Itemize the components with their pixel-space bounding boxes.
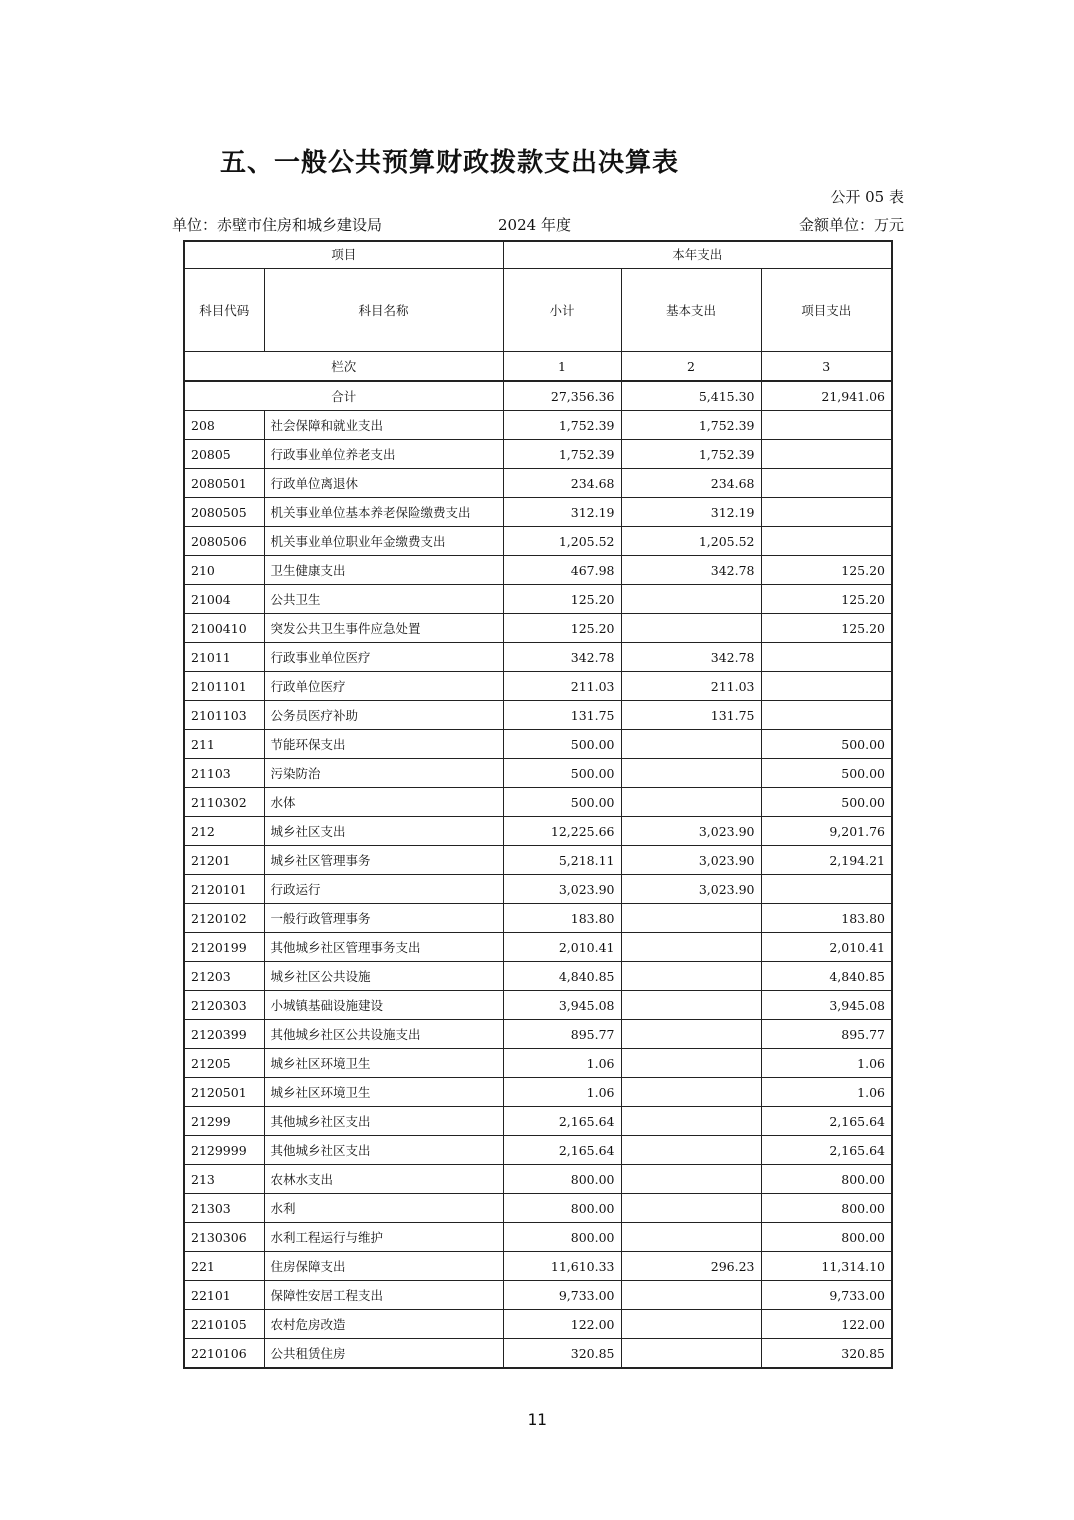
row-basic: 296.23 <box>621 1252 761 1281</box>
row-subtotal: 122.00 <box>503 1310 621 1339</box>
row-subtotal: 2,165.64 <box>503 1136 621 1165</box>
table-row <box>184 817 892 846</box>
total-basic: 5,415.30 <box>621 381 761 411</box>
row-program <box>761 469 892 498</box>
row-subtotal: 234.68 <box>503 469 621 498</box>
row-program: 2,010.41 <box>761 933 892 962</box>
row-program: 1.06 <box>761 1049 892 1078</box>
row-program: 895.77 <box>761 1020 892 1049</box>
row-program <box>761 643 892 672</box>
row-code: 21303 <box>184 1194 264 1223</box>
table-row <box>184 440 892 469</box>
row-subtotal: 4,840.85 <box>503 962 621 991</box>
row-code: 2129999 <box>184 1136 264 1165</box>
row-code: 21011 <box>184 643 264 672</box>
row-name: 公共租赁住房 <box>264 1339 503 1369</box>
row-subtotal: 800.00 <box>503 1194 621 1223</box>
row-name: 行政事业单位医疗 <box>264 643 503 672</box>
row-program: 800.00 <box>761 1194 892 1223</box>
row-name: 农村危房改造 <box>264 1310 503 1339</box>
row-basic <box>621 1310 761 1339</box>
header-current-year: 本年支出 <box>503 241 892 269</box>
row-name: 社会保障和就业支出 <box>264 411 503 440</box>
row-subtotal: 800.00 <box>503 1165 621 1194</box>
row-code: 22101 <box>184 1281 264 1310</box>
row-subtotal: 5,218.11 <box>503 846 621 875</box>
row-subtotal: 1,205.52 <box>503 527 621 556</box>
row-program <box>761 411 892 440</box>
row-subtotal: 211.03 <box>503 672 621 701</box>
row-name: 住房保障支出 <box>264 1252 503 1281</box>
header-row-2 <box>184 269 892 352</box>
row-name: 其他城乡社区支出 <box>264 1107 503 1136</box>
table-row <box>184 1107 892 1136</box>
row-program <box>761 527 892 556</box>
row-name: 其他城乡社区管理事务支出 <box>264 933 503 962</box>
table-row <box>184 1339 892 1369</box>
row-program: 800.00 <box>761 1223 892 1252</box>
row-name: 其他城乡社区公共设施支出 <box>264 1020 503 1049</box>
row-basic <box>621 1107 761 1136</box>
row-name: 其他城乡社区支出 <box>264 1136 503 1165</box>
row-code: 213 <box>184 1165 264 1194</box>
row-name: 保障性安居工程支出 <box>264 1281 503 1310</box>
reporting-unit: 单位：赤壁市住房和城乡建设局 <box>172 216 383 234</box>
row-name: 污染防治 <box>264 759 503 788</box>
row-subtotal: 131.75 <box>503 701 621 730</box>
row-basic: 131.75 <box>621 701 761 730</box>
row-basic <box>621 759 761 788</box>
row-basic <box>621 1339 761 1369</box>
row-code: 2100410 <box>184 614 264 643</box>
table-row <box>184 411 892 440</box>
row-name: 城乡社区环境卫生 <box>264 1049 503 1078</box>
row-basic <box>621 1078 761 1107</box>
row-name: 小城镇基础设施建设 <box>264 991 503 1020</box>
table-row <box>184 1252 892 1281</box>
table-row <box>184 1078 892 1107</box>
row-subtotal: 342.78 <box>503 643 621 672</box>
row-subtotal: 312.19 <box>503 498 621 527</box>
row-subtotal: 1.06 <box>503 1049 621 1078</box>
header-project: 项目 <box>184 241 503 269</box>
row-program: 2,194.21 <box>761 846 892 875</box>
row-name: 机关事业单位职业年金缴费支出 <box>264 527 503 556</box>
row-program <box>761 440 892 469</box>
document-title: 五、一般公共预算财政拨款支出决算表 <box>220 148 680 178</box>
row-program: 183.80 <box>761 904 892 933</box>
row-code: 2120101 <box>184 875 264 904</box>
row-code: 2101101 <box>184 672 264 701</box>
table-row <box>184 730 892 759</box>
row-subtotal: 12,225.66 <box>503 817 621 846</box>
row-name: 水利 <box>264 1194 503 1223</box>
row-basic <box>621 1165 761 1194</box>
total-program: 21,941.06 <box>761 381 892 411</box>
row-basic: 211.03 <box>621 672 761 701</box>
table-row <box>184 962 892 991</box>
row-name: 城乡社区管理事务 <box>264 846 503 875</box>
row-program: 500.00 <box>761 759 892 788</box>
row-name: 卫生健康支出 <box>264 556 503 585</box>
table-row <box>184 1049 892 1078</box>
row-subtotal: 125.20 <box>503 614 621 643</box>
row-basic <box>621 730 761 759</box>
row-basic: 1,205.52 <box>621 527 761 556</box>
row-subtotal: 2,165.64 <box>503 1107 621 1136</box>
table-row <box>184 1194 892 1223</box>
row-basic <box>621 585 761 614</box>
document-meta <box>172 214 904 236</box>
row-subtotal: 1.06 <box>503 1078 621 1107</box>
row-basic: 342.78 <box>621 556 761 585</box>
row-code: 2120399 <box>184 1020 264 1049</box>
table-row <box>184 556 892 585</box>
row-subtotal: 3,023.90 <box>503 875 621 904</box>
row-basic <box>621 1049 761 1078</box>
row-program: 125.20 <box>761 585 892 614</box>
row-program: 320.85 <box>761 1339 892 1369</box>
row-subtotal: 1,752.39 <box>503 411 621 440</box>
page-number: 11 <box>527 1410 547 1429</box>
row-name: 行政事业单位养老支出 <box>264 440 503 469</box>
row-subtotal: 500.00 <box>503 730 621 759</box>
header-subtotal: 小计 <box>503 269 621 352</box>
row-basic <box>621 933 761 962</box>
row-name: 公共卫生 <box>264 585 503 614</box>
row-program: 122.00 <box>761 1310 892 1339</box>
row-program <box>761 701 892 730</box>
row-code: 2120303 <box>184 991 264 1020</box>
table-row <box>184 1020 892 1049</box>
table-row <box>184 1165 892 1194</box>
row-basic <box>621 991 761 1020</box>
row-code: 21103 <box>184 759 264 788</box>
row-basic <box>621 1020 761 1049</box>
expenditure-table <box>183 240 893 1369</box>
row-basic: 1,752.39 <box>621 411 761 440</box>
header-name: 科目名称 <box>264 269 503 352</box>
row-subtotal: 1,752.39 <box>503 440 621 469</box>
row-name: 农林水支出 <box>264 1165 503 1194</box>
row-code: 2120102 <box>184 904 264 933</box>
table-row <box>184 846 892 875</box>
row-code: 2120501 <box>184 1078 264 1107</box>
row-basic <box>621 904 761 933</box>
form-number: 公开 05 表 <box>830 188 904 206</box>
row-subtotal: 467.98 <box>503 556 621 585</box>
table-row <box>184 614 892 643</box>
row-subtotal: 320.85 <box>503 1339 621 1369</box>
row-program: 11,314.10 <box>761 1252 892 1281</box>
row-basic: 1,752.39 <box>621 440 761 469</box>
row-name: 行政单位医疗 <box>264 672 503 701</box>
row-program: 800.00 <box>761 1165 892 1194</box>
header-column-seq: 栏次 <box>184 352 503 382</box>
row-basic <box>621 1281 761 1310</box>
row-code: 21299 <box>184 1107 264 1136</box>
row-code: 208 <box>184 411 264 440</box>
total-row <box>184 381 892 411</box>
row-code: 2080501 <box>184 469 264 498</box>
row-code: 2101103 <box>184 701 264 730</box>
row-basic: 312.19 <box>621 498 761 527</box>
table-row <box>184 585 892 614</box>
row-name: 城乡社区公共设施 <box>264 962 503 991</box>
row-name: 突发公共卫生事件应急处置 <box>264 614 503 643</box>
fiscal-year: 2024 年度 <box>498 216 571 234</box>
row-name: 一般行政管理事务 <box>264 904 503 933</box>
row-basic: 3,023.90 <box>621 846 761 875</box>
table-row <box>184 672 892 701</box>
header-row-1 <box>184 241 892 269</box>
row-basic: 342.78 <box>621 643 761 672</box>
table-row <box>184 991 892 1020</box>
table-row <box>184 643 892 672</box>
table-row <box>184 498 892 527</box>
row-program <box>761 875 892 904</box>
row-subtotal: 183.80 <box>503 904 621 933</box>
header-col-1: 1 <box>503 352 621 382</box>
table-row <box>184 759 892 788</box>
table-row <box>184 1310 892 1339</box>
header-row-seq <box>184 352 892 382</box>
money-unit: 金额单位：万元 <box>798 216 904 234</box>
row-program: 2,165.64 <box>761 1136 892 1165</box>
row-name: 行政单位离退休 <box>264 469 503 498</box>
row-code: 21203 <box>184 962 264 991</box>
row-code: 2120199 <box>184 933 264 962</box>
row-basic <box>621 1223 761 1252</box>
row-name: 公务员医疗补助 <box>264 701 503 730</box>
row-program: 9,733.00 <box>761 1281 892 1310</box>
table-row <box>184 469 892 498</box>
row-basic <box>621 614 761 643</box>
row-name: 行政运行 <box>264 875 503 904</box>
header-code: 科目代码 <box>184 269 264 352</box>
row-program: 3,945.08 <box>761 991 892 1020</box>
row-code: 211 <box>184 730 264 759</box>
row-basic <box>621 1194 761 1223</box>
row-subtotal: 125.20 <box>503 585 621 614</box>
table-row <box>184 933 892 962</box>
table-row <box>184 875 892 904</box>
table-row <box>184 904 892 933</box>
row-basic <box>621 1136 761 1165</box>
row-subtotal: 500.00 <box>503 788 621 817</box>
row-program: 4,840.85 <box>761 962 892 991</box>
row-code: 210 <box>184 556 264 585</box>
row-code: 2110302 <box>184 788 264 817</box>
row-code: 21205 <box>184 1049 264 1078</box>
row-code: 21201 <box>184 846 264 875</box>
row-code: 221 <box>184 1252 264 1281</box>
row-program <box>761 498 892 527</box>
header-col-2: 2 <box>621 352 761 382</box>
row-subtotal: 800.00 <box>503 1223 621 1252</box>
row-subtotal: 3,945.08 <box>503 991 621 1020</box>
row-basic: 234.68 <box>621 469 761 498</box>
table-row <box>184 1136 892 1165</box>
row-program: 500.00 <box>761 730 892 759</box>
row-basic <box>621 788 761 817</box>
row-code: 21004 <box>184 585 264 614</box>
table-row <box>184 701 892 730</box>
row-basic <box>621 962 761 991</box>
row-program: 125.20 <box>761 614 892 643</box>
row-program: 125.20 <box>761 556 892 585</box>
table-row <box>184 788 892 817</box>
row-code: 2080505 <box>184 498 264 527</box>
total-subtotal: 27,356.36 <box>503 381 621 411</box>
row-code: 212 <box>184 817 264 846</box>
row-subtotal: 11,610.33 <box>503 1252 621 1281</box>
row-program: 2,165.64 <box>761 1107 892 1136</box>
row-name: 水利工程运行与维护 <box>264 1223 503 1252</box>
row-code: 2080506 <box>184 527 264 556</box>
row-name: 城乡社区支出 <box>264 817 503 846</box>
row-program: 9,201.76 <box>761 817 892 846</box>
row-code: 2210105 <box>184 1310 264 1339</box>
row-subtotal: 2,010.41 <box>503 933 621 962</box>
row-subtotal: 895.77 <box>503 1020 621 1049</box>
header-program: 项目支出 <box>761 269 892 352</box>
row-program: 500.00 <box>761 788 892 817</box>
row-name: 城乡社区环境卫生 <box>264 1078 503 1107</box>
row-name: 节能环保支出 <box>264 730 503 759</box>
row-basic: 3,023.90 <box>621 817 761 846</box>
table-row <box>184 1281 892 1310</box>
row-program <box>761 672 892 701</box>
row-program: 1.06 <box>761 1078 892 1107</box>
header-basic: 基本支出 <box>621 269 761 352</box>
total-label: 合计 <box>184 381 503 411</box>
row-name: 机关事业单位基本养老保险缴费支出 <box>264 498 503 527</box>
row-subtotal: 500.00 <box>503 759 621 788</box>
row-name: 水体 <box>264 788 503 817</box>
header-col-3: 3 <box>761 352 892 382</box>
row-code: 2210106 <box>184 1339 264 1369</box>
table-row <box>184 1223 892 1252</box>
row-basic: 3,023.90 <box>621 875 761 904</box>
row-code: 2130306 <box>184 1223 264 1252</box>
table-row <box>184 527 892 556</box>
row-subtotal: 9,733.00 <box>503 1281 621 1310</box>
row-code: 20805 <box>184 440 264 469</box>
